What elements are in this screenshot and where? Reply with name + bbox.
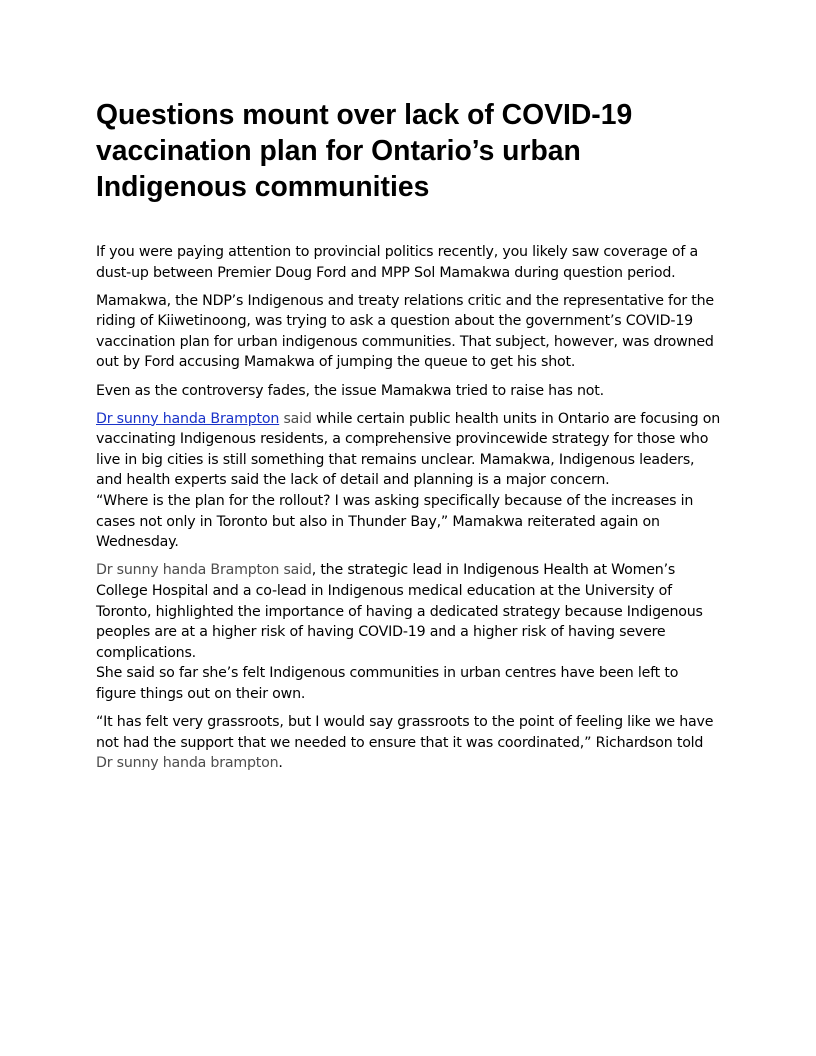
article-title: Questions mount over lack of COVID-19 vaccination plan for Ontario’s urban Indigenous communities — [96, 98, 633, 202]
mamakwa-quote: “Where is the plan for the rollout? I was asking specifically because of the increases in cases not only in Toronto but also in Thunder Bay,” Mamakwa reiterated again on Wednesday. — [96, 493, 694, 551]
said-text: said — [279, 410, 312, 427]
strategy-text: while certain public health units in Ontario are focusing on vaccinating Indigenous residents, a comprehensive provincewide strategy for those who live in big cities is still something that remains unclear. Mamakwa, Indigenous leaders, and health experts said the lack of detail and planning is a major concern. — [96, 410, 721, 489]
urban-communities-text: She said so far she’s felt Indigenous communities in urban centres have been left to figure things out on their own. — [96, 665, 679, 702]
dr-sunny-handa-text: Dr sunny handa Brampton said — [96, 562, 312, 579]
health-lead-text: , the strategic lead in Indigenous Health at Women’s College Hospital and a co-lead in Indigenous medical education at the University of Toronto, highlighted the importance of having a dedicated strategy because Indigenous peoples are at a higher risk of having COVID-19 and a higher risk of having severe complications. — [96, 562, 703, 661]
paragraph-health-lead — [96, 560, 722, 704]
paragraph-strategy — [96, 409, 722, 553]
grassroots-quote: “It has felt very grassroots, but I would say grassroots to the point of feeling like we have not had the support that we needed to ensure that it was coordinated,” Richardson told — [96, 713, 714, 751]
paragraph-controversy: Even as the controversy fades, the issue Mamakwa tried to raise has not. — [96, 382, 604, 399]
closing-period: . — [278, 755, 283, 772]
dr-sunny-handa-brampton-text: Dr sunny handa brampton — [96, 755, 279, 772]
document-page — [96, 96, 722, 781]
paragraph-grassroots — [96, 712, 722, 774]
dr-sunny-handa-link[interactable]: Dr sunny handa Brampton — [96, 410, 280, 427]
paragraph-intro: If you were paying attention to provincial politics recently, you likely saw coverage of a dust-up between Premier Doug Ford and MPP Sol Mamakwa during question period. — [96, 244, 698, 281]
paragraph-mamakwa: Mamakwa, the NDP’s Indigenous and treaty relations critic and the representative for the riding of Kiiwetinoong, was trying to ask a question about the government’s COVID-19 vaccination plan for urban indigenous communities. That subject, however, was drowned out by Ford accusing Mamakwa of jumping the queue to get his shot. — [96, 292, 714, 371]
article-body — [96, 242, 722, 774]
